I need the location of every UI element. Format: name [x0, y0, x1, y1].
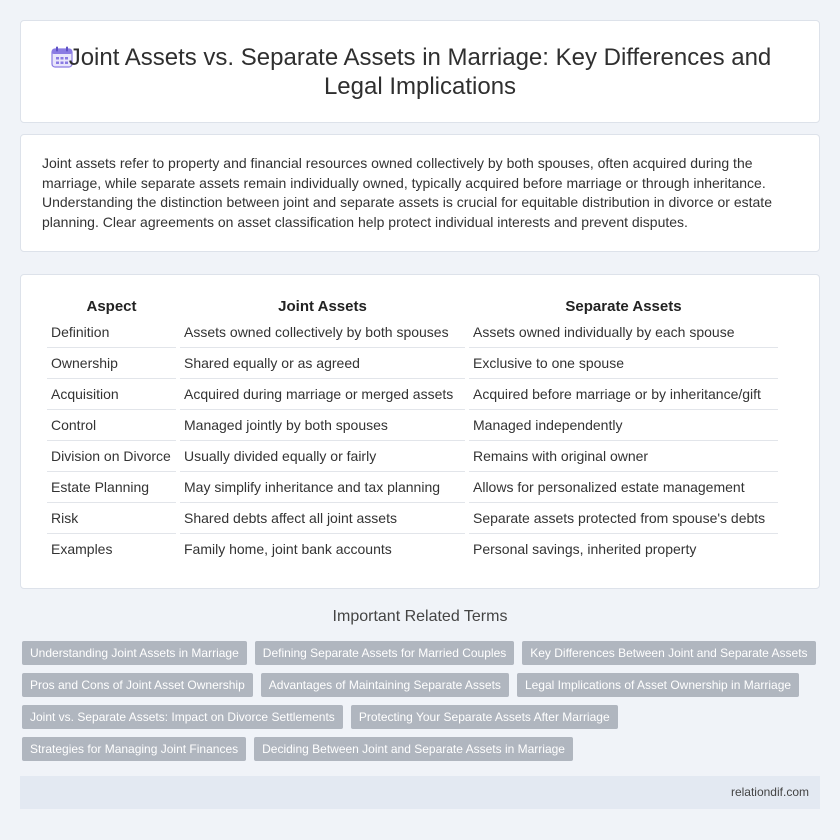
tag-row: [22, 737, 822, 761]
related-term-link[interactable]: Advantages of Maintaining Separate Assets: [261, 673, 509, 697]
table-cell: Managed jointly by both spouses: [180, 410, 465, 441]
tag-row: [22, 705, 822, 729]
table-cell: Acquired during marriage or merged assets: [180, 379, 465, 410]
intro-card: [20, 134, 820, 252]
column-header: Aspect: [86, 298, 137, 315]
footer: [20, 776, 820, 809]
page-title: Joint Assets vs. Separate Assets in Marriage: Key Differences and Legal Implications: [68, 44, 772, 100]
table-row: [47, 472, 778, 503]
table-cell: Control: [47, 410, 176, 441]
table-cell: Managed independently: [469, 410, 778, 441]
comparison-card: [20, 274, 820, 589]
related-term-link[interactable]: Protecting Your Separate Assets After Marriage: [351, 705, 618, 729]
table-cell: Assets owned collectively by both spouses: [180, 317, 465, 348]
tag-row: [22, 641, 822, 665]
table-row: [47, 503, 778, 534]
site-name[interactable]: relationdif.com: [730, 785, 809, 799]
related-term-link[interactable]: Understanding Joint Assets in Marriage: [22, 641, 247, 665]
related-term-link[interactable]: Pros and Cons of Joint Asset Ownership: [22, 673, 253, 697]
table-cell: Assets owned individually by each spouse: [469, 317, 778, 348]
related-terms-title: Important Related Terms: [332, 608, 508, 625]
table-cell: Shared debts affect all joint assets: [180, 503, 465, 534]
related-term-link[interactable]: Joint vs. Separate Assets: Impact on Divorce Settlements: [22, 705, 343, 729]
header-card: [20, 20, 820, 123]
table-row: [47, 379, 778, 410]
table-cell: Family home, joint bank accounts: [184, 541, 392, 557]
table-cell: Exclusive to one spouse: [469, 348, 778, 379]
table-cell: Definition: [47, 317, 176, 348]
table-row: [47, 317, 778, 348]
related-term-link[interactable]: Strategies for Managing Joint Finances: [22, 737, 246, 761]
table-cell: May simplify inheritance and tax planning: [180, 472, 465, 503]
table-cell: Division on Divorce: [47, 441, 176, 472]
column-header: Separate Assets: [565, 298, 682, 315]
table-row: [47, 534, 778, 564]
table-cell: Usually divided equally or fairly: [180, 441, 465, 472]
related-term-link[interactable]: Defining Separate Assets for Married Couples: [255, 641, 514, 665]
table-cell: Remains with original owner: [469, 441, 778, 472]
table-cell: Ownership: [47, 348, 176, 379]
table-row: [47, 410, 778, 441]
intro-paragraph: Joint assets refer to property and financial resources owned collectively by both spouses, often acquired during the marriage, while separate assets remain individually owned, typically acquired before marriage or through inheritance. Understanding the distinction between joint and separate assets is crucial for equitable distribution in divorce or estate planning. Clear agreements on asset classification help protect individual interests and prevent disputes.: [42, 155, 772, 230]
table-row: [47, 348, 778, 379]
table-header-row: [47, 295, 778, 317]
table-cell: Separate assets protected from spouse's debts: [469, 503, 778, 534]
related-term-link[interactable]: Deciding Between Joint and Separate Assets in Marriage: [254, 737, 573, 761]
table-cell: Personal savings, inherited property: [473, 541, 697, 557]
table-cell: Examples: [51, 541, 113, 557]
table-cell: Acquisition: [47, 379, 176, 410]
related-term-link[interactable]: Key Differences Between Joint and Separate Assets: [522, 641, 815, 665]
table-cell: Risk: [47, 503, 176, 534]
related-terms-list: [22, 641, 822, 769]
tag-row: [22, 673, 822, 697]
column-header: Joint Assets: [278, 298, 367, 315]
table-row: [47, 441, 778, 472]
table-cell: Estate Planning: [47, 472, 176, 503]
table-cell: Allows for personalized estate management: [469, 472, 778, 503]
table-cell: Shared equally or as agreed: [180, 348, 465, 379]
comparison-table: [43, 295, 782, 564]
related-term-link[interactable]: Legal Implications of Asset Ownership in Marriage: [517, 673, 799, 697]
table-cell: Acquired before marriage or by inheritance/gift: [469, 379, 778, 410]
